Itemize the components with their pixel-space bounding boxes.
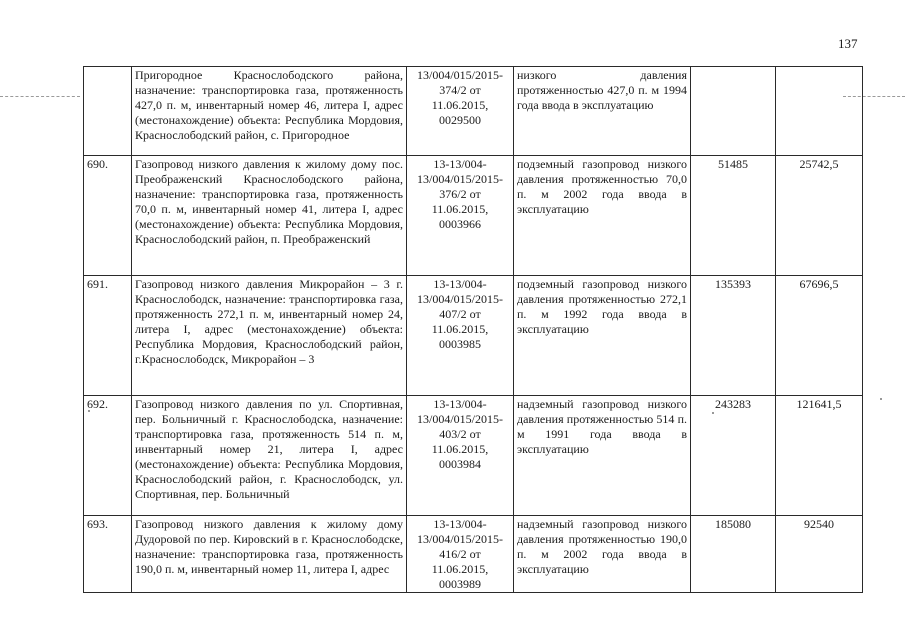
registration-line: 376/2 от [439, 187, 481, 201]
row-number: 691. [84, 276, 132, 396]
page-number: 137 [838, 36, 858, 51]
object-description: Газопровод низкого давления к жилому дому Дудоровой по пер. Кировский в г. Краснослободске, назначение: транспортировка газа, протяженность 190,0 п. м, инвентарный номер 11, литера I, адрес [132, 516, 407, 593]
row-number: 690. [84, 156, 132, 276]
registration-line: 11.06.2015, [431, 562, 489, 576]
registration-line: 374/2 от [439, 83, 481, 97]
registration-line: 0003984 [439, 457, 481, 471]
value-cell-1: 51485 [691, 156, 776, 276]
registration-line: 11.06.2015, [431, 98, 489, 112]
object-characteristics: подземный газопровод низкого давления протяженностью 272,1 п. м 1992 года ввода в эксплуатацию [514, 276, 691, 396]
registration-line: 13/004/015/2015- [417, 532, 503, 546]
value-cell-2: 67696,5 [776, 276, 863, 396]
table-row [84, 67, 863, 156]
registration-record [407, 67, 514, 156]
registration-line: 0003985 [439, 337, 481, 351]
registration-line: 13/004/015/2015- [417, 292, 503, 306]
registration-line: 13-13/004- [433, 517, 487, 531]
object-description: Пригородное Краснослободского района, назначение: транспортировка газа, протяженность 427,0 п. м, инвентарный номер 46, литера I, адрес (местонахождение) объекта: Республика Мордовия, Краснослободский район, с. Пригородное [132, 67, 407, 156]
object-characteristics: подземный газопровод низкого давления протяженностью 70,0 п. м 2002 года ввода в эксплуатацию [514, 156, 691, 276]
scan-artifact-dot [880, 398, 882, 400]
registration-line: 0003966 [439, 217, 481, 231]
value-cell-2: 92540 [776, 516, 863, 593]
registration-line: 13-13/004- [433, 157, 487, 171]
object-characteristics: надземный газопровод низкого давления протяженностью 514 п. м 1991 года ввода в эксплуатацию [514, 396, 691, 516]
table-row [84, 396, 863, 516]
value-cell-2: 121641,5 [776, 396, 863, 516]
registration-line: 407/2 от [439, 307, 481, 321]
value-cell-2 [776, 67, 863, 156]
registration-line: 13/004/015/2015- [417, 412, 503, 426]
object-description: Газопровод низкого давления к жилому дому пос. Преображенский Краснослободского района, назначение: транспортировка газа, протяженность 70,0 п. м, инвентарный номер 41, литера I, адрес (местонахождение) объекта: Республика Мордовия, Краснослободский район, п. Преображенский [132, 156, 407, 276]
table-row [84, 276, 863, 396]
registration-record [407, 516, 514, 593]
object-description: Газопровод низкого давления Микрорайон – 3 г. Краснослободск, назначение: транспортировка газа, протяженность 272,1 п. м, инвентарный номер 24, литера I, адрес (местонахождение) объекта: Республика Мордовия, Краснослободский район, г.Краснослободск, Микрорайон – 3 [132, 276, 407, 396]
row-number: 693. [84, 516, 132, 593]
object-characteristics: надземный газопровод низкого давления протяженностью 190,0 п. м 2002 года ввода в эксплуатацию [514, 516, 691, 593]
table-row [84, 156, 863, 276]
scan-artifact-line [0, 96, 80, 97]
value-cell-1: 135393 [691, 276, 776, 396]
registration-line: 0029500 [439, 113, 481, 127]
registration-line: 11.06.2015, [431, 202, 489, 216]
value-cell-1: 185080 [691, 516, 776, 593]
registration-line: 11.06.2015, [431, 442, 489, 456]
registry-table [83, 66, 863, 593]
value-cell-2: 25742,5 [776, 156, 863, 276]
object-characteristics: низкого давления протяженностью 427,0 п. м 1994 года ввода в эксплуатацию [514, 67, 691, 156]
registration-line: 403/2 от [439, 427, 481, 441]
registration-line: 416/2 от [439, 547, 481, 561]
registration-record [407, 276, 514, 396]
registration-line: 13-13/004- [433, 277, 487, 291]
object-description: Газопровод низкого давления по ул. Спортивная, пер. Больничный г. Краснослободска, назначение: транспортировка газа, протяженность 514 п. м, инвентарный номер 21, литера I, адрес (местонахождение) объекта: Республика Мордовия, Краснослободский район, г. Краснослободск, ул. Спортивная, пер. Больничный [132, 396, 407, 516]
registration-line: 0003989 [439, 577, 481, 591]
registration-line: 13/004/015/2015- [417, 68, 503, 82]
row-number [84, 67, 132, 156]
registration-record [407, 156, 514, 276]
value-cell-1: 243283 [691, 396, 776, 516]
value-cell-1 [691, 67, 776, 156]
registration-line: 13-13/004- [433, 397, 487, 411]
registration-line: 11.06.2015, [431, 322, 489, 336]
table-row [84, 516, 863, 593]
registration-record [407, 396, 514, 516]
registration-line: 13/004/015/2015- [417, 172, 503, 186]
row-number: 692. [84, 396, 132, 516]
